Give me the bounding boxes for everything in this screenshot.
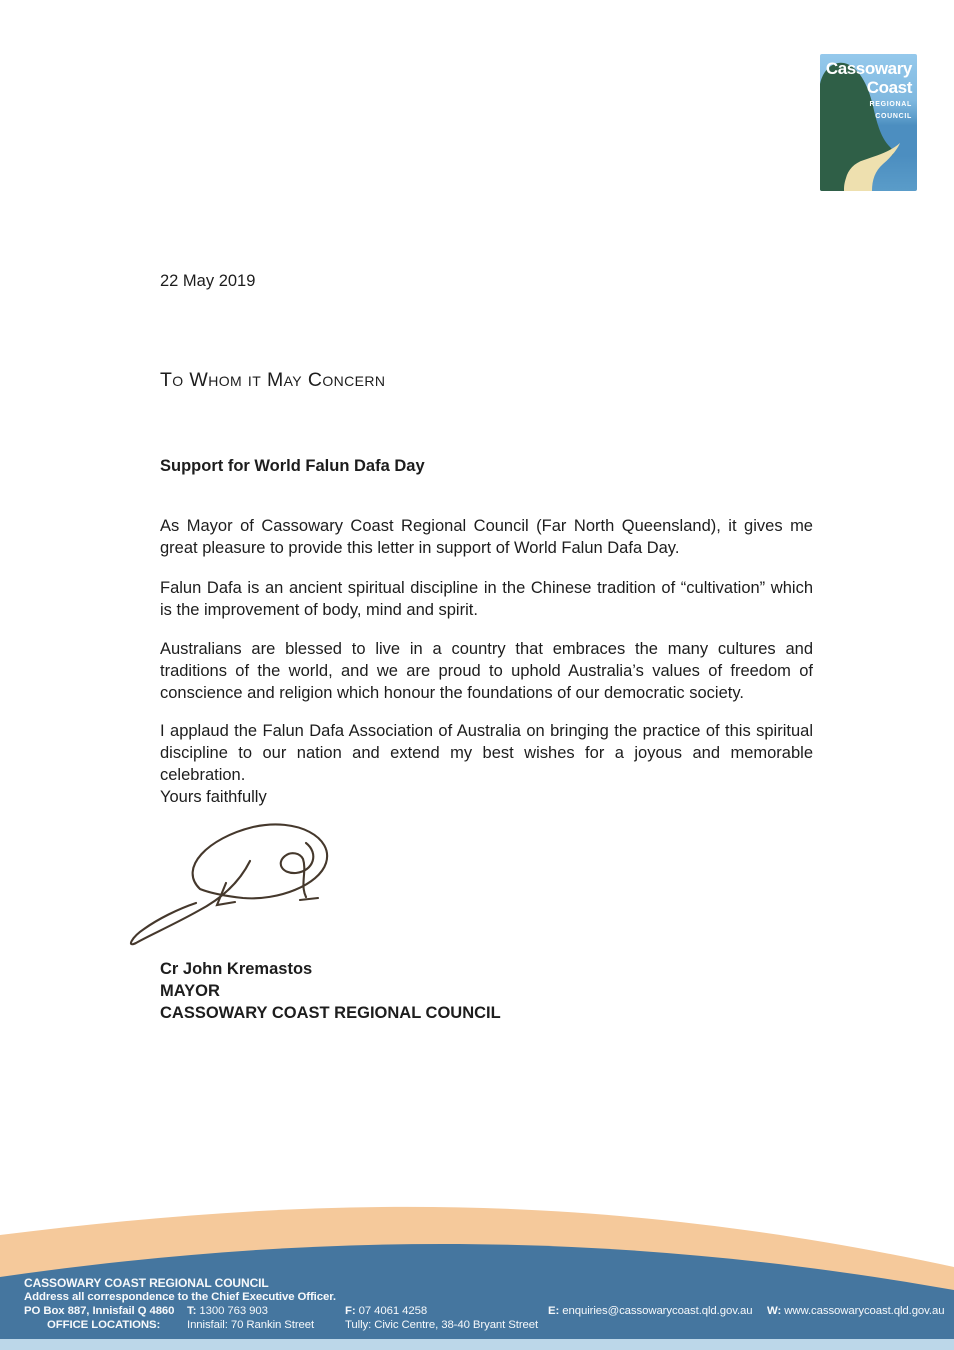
footer-fax-label: F: [345, 1305, 356, 1317]
footer-email-value: enquiries@cassowarycoast.qld.gov.au [562, 1305, 753, 1317]
signer-title: MAYOR [160, 982, 220, 1000]
footer-fax [345, 1305, 427, 1318]
footer-web-value: www.cassowarycoast.qld.gov.au [784, 1305, 945, 1317]
footer-email[interactable] [548, 1305, 752, 1318]
logo-sub-line1: REGIONAL [869, 101, 912, 108]
subject-line: Support for World Falun Dafa Day [160, 457, 425, 475]
footer-phone-value: 1300 763 903 [199, 1305, 268, 1317]
logo-name-line1: Cassowary [825, 59, 912, 78]
paragraph-3: Australians are blessed to live in a country that embraces the many cultures and traditions of the world, and we are proud to uphold Australia’s values of freedom of conscience and religion which honour the foundations of our democratic society. [160, 639, 813, 702]
signature-image [128, 813, 338, 953]
closing-line: Yours faithfully [160, 788, 267, 806]
footer-text [0, 1195, 954, 1339]
signer-organisation: CASSOWARY COAST REGIONAL COUNCIL [160, 1004, 501, 1022]
footer-email-label: E: [548, 1305, 560, 1317]
footer-band [0, 1195, 954, 1350]
paragraph-4: I applaud the Falun Dafa Association of Australia on bringing the practice of this spiritual discipline to our nation and extend my best wishes for a joyous and memorable celebration. [160, 721, 813, 784]
footer-office-innisfail: Innisfail: 70 Rankin Street [187, 1319, 315, 1331]
signer-name: Cr John Kremastos [160, 960, 313, 978]
logo-sub-line2: COUNCIL [875, 113, 912, 120]
footer-correspondence: Address all correspondence to the Chief Executive Officer. [24, 1291, 336, 1303]
footer-office-label: OFFICE LOCATIONS: [47, 1319, 161, 1331]
signer-block [160, 958, 813, 1024]
footer-phone-label: T: [187, 1305, 197, 1317]
logo-text [826, 59, 912, 121]
paragraph-1: As Mayor of Cassowary Coast Regional Council (Far North Queensland), it gives me great pleasure to provide this letter in support of World Falun Dafa Day. [160, 516, 813, 557]
footer-website[interactable] [767, 1305, 944, 1318]
footer-fax-value: 07 4061 4258 [358, 1305, 428, 1317]
council-logo [820, 54, 917, 191]
footer-org: CASSOWARY COAST REGIONAL COUNCIL [24, 1276, 269, 1290]
footer-po-box: PO Box 887, Innisfail Q 4860 [24, 1305, 175, 1317]
logo-name-line2: Coast [866, 78, 912, 97]
footer-bottom-strip [0, 1339, 954, 1350]
footer-phone [187, 1305, 268, 1318]
paragraph-2: Falun Dafa is an ancient spiritual discipline in the Chinese tradition of “cultivation” which is the improvement of body, mind and spirit. [160, 578, 813, 619]
salutation: To Whom it May Concern [160, 369, 386, 391]
letter-date: 22 May 2019 [160, 272, 256, 290]
footer-office-tully: Tully: Civic Centre, 38-40 Bryant Street [345, 1319, 539, 1331]
footer-web-label: W: [767, 1305, 782, 1317]
